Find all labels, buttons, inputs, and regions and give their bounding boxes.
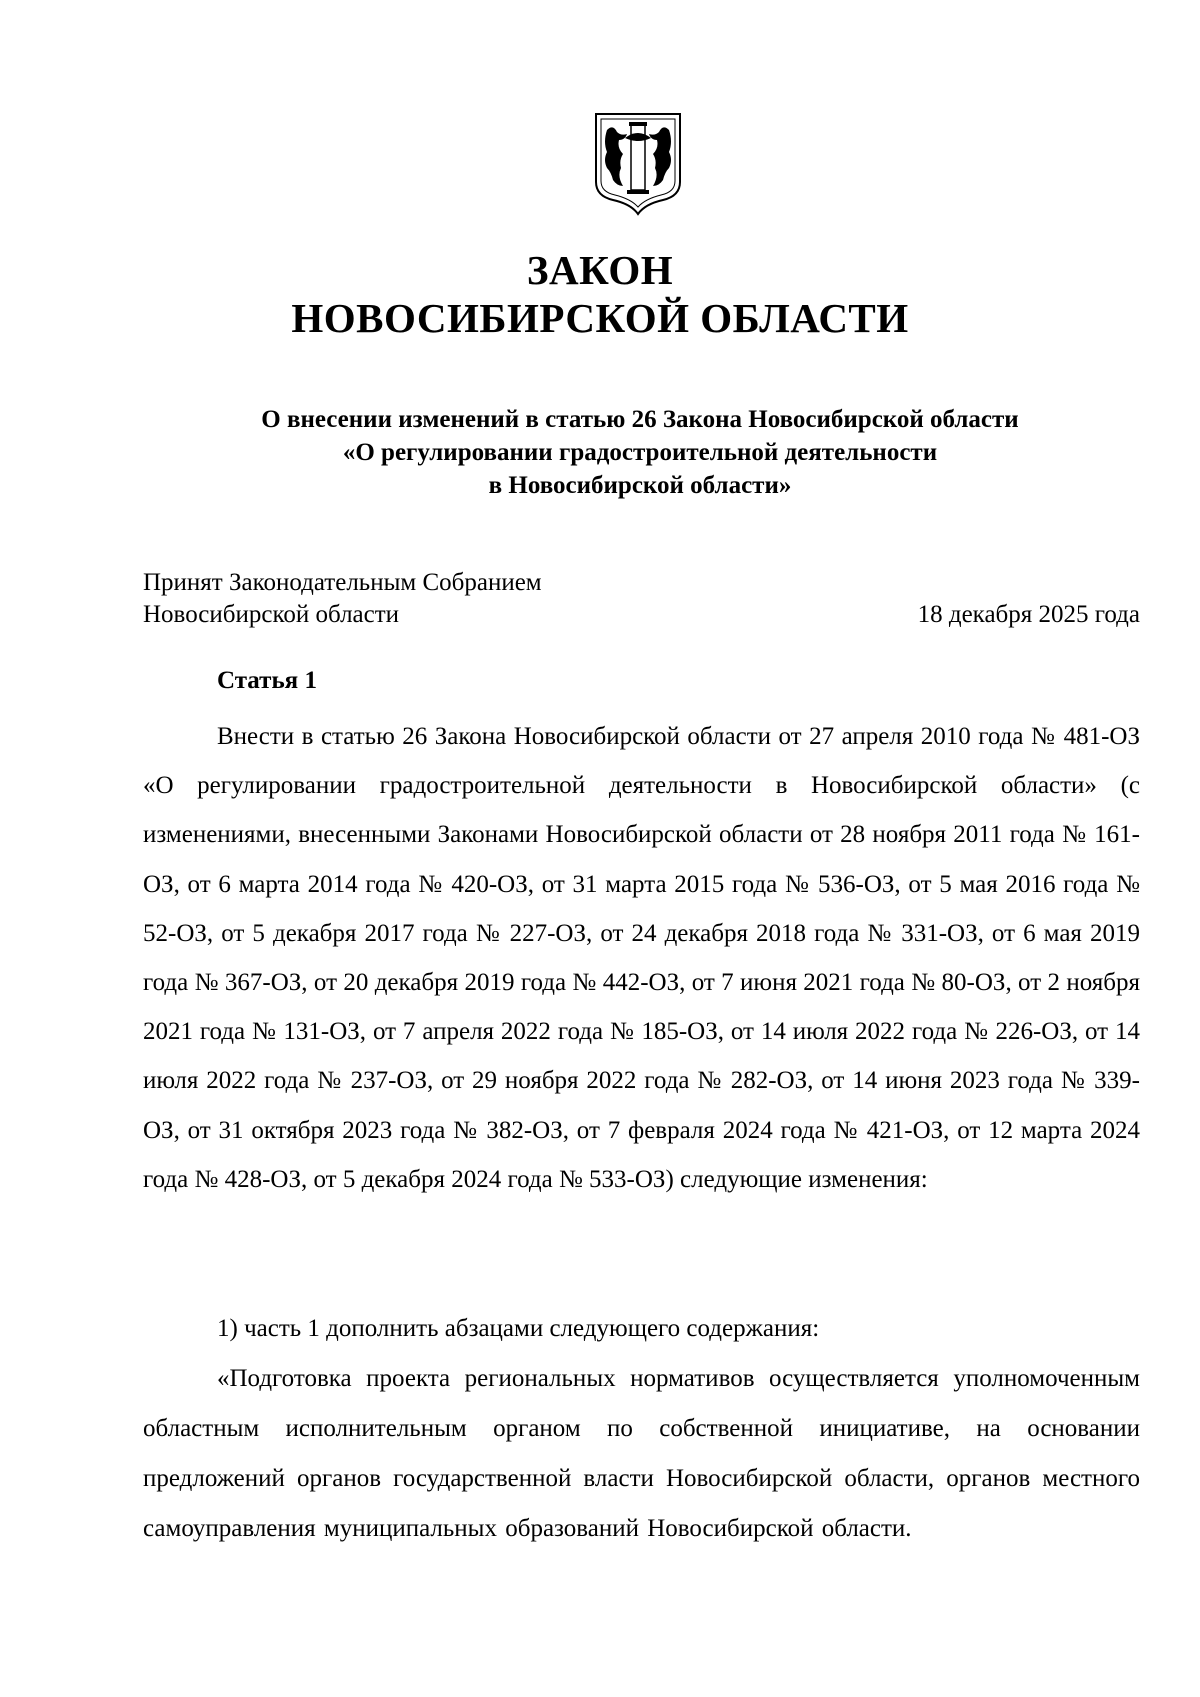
law-subject-line-2: «О регулировании градостроительной деятельности [342, 439, 938, 466]
article-item-1: 1) часть 1 дополнить абзацами следующего содержания: [217, 1315, 820, 1342]
article-heading: Статья 1 [217, 667, 317, 694]
law-title: ЗАКОН [526, 247, 674, 293]
article-quoted-paragraph: «Подготовка проекта региональных нормативов осуществляется уполномоченным областным исполнительным органом по собственной инициативе, на основании предложений органов государственной власти Новосибирской области, органов местного самоуправления муниципальных образований Новосибирской области. [143, 1365, 1140, 1542]
adoption-date: 18 декабря 2025 года [917, 601, 1140, 628]
adoption-body-line-2: Новосибирской области [143, 601, 400, 628]
article-intro-paragraph: Внести в статью 26 Закона Новосибирской области от 27 апреля 2010 года № 481-ОЗ «О регулировании градостроительной деятельности в Новосибирской области» (с изменениями, внесенными Законами Новосибирской области от 28 ноября 2011 года № 161-ОЗ, от 6 марта 2014 года № 420-ОЗ, от 31 марта 2015 года № 536-ОЗ, от 5 мая 2016 года № 52-ОЗ, от 5 декабря 2017 года № 227-ОЗ, от 24 декабря 2018 года № 331-ОЗ, от 6 мая 2019 года № 367-ОЗ, от 20 декабря 2019 года № 442-ОЗ, от 7 июня 2021 года № 80-ОЗ, от 2 ноября 2021 года № 131-ОЗ, от 7 апреля 2022 года № 185-ОЗ, от 14 июля 2022 года № 226-ОЗ, от 14 июля 2022 года № 237-ОЗ, от 29 ноября 2022 года № 282-ОЗ, от 14 июня 2023 года № 339-ОЗ, от 31 октября 2023 года № 382-ОЗ, от 7 февраля 2024 года № 421-ОЗ, от 12 марта 2024 года № 428-ОЗ, от 5 декабря 2024 года № 533-ОЗ) следующие изменения: [143, 723, 1140, 1193]
adoption-body-line-1: Принят Законодательным Собранием [143, 569, 542, 596]
law-subject-line-1: О внесении изменений в статью 26 Закона Новосибирской области [261, 406, 1019, 433]
law-region-title: НОВОСИБИРСКОЙ ОБЛАСТИ [291, 295, 909, 341]
law-subject-line-3: в Новосибирской области» [488, 472, 792, 499]
coat-of-arms-icon [593, 110, 683, 218]
